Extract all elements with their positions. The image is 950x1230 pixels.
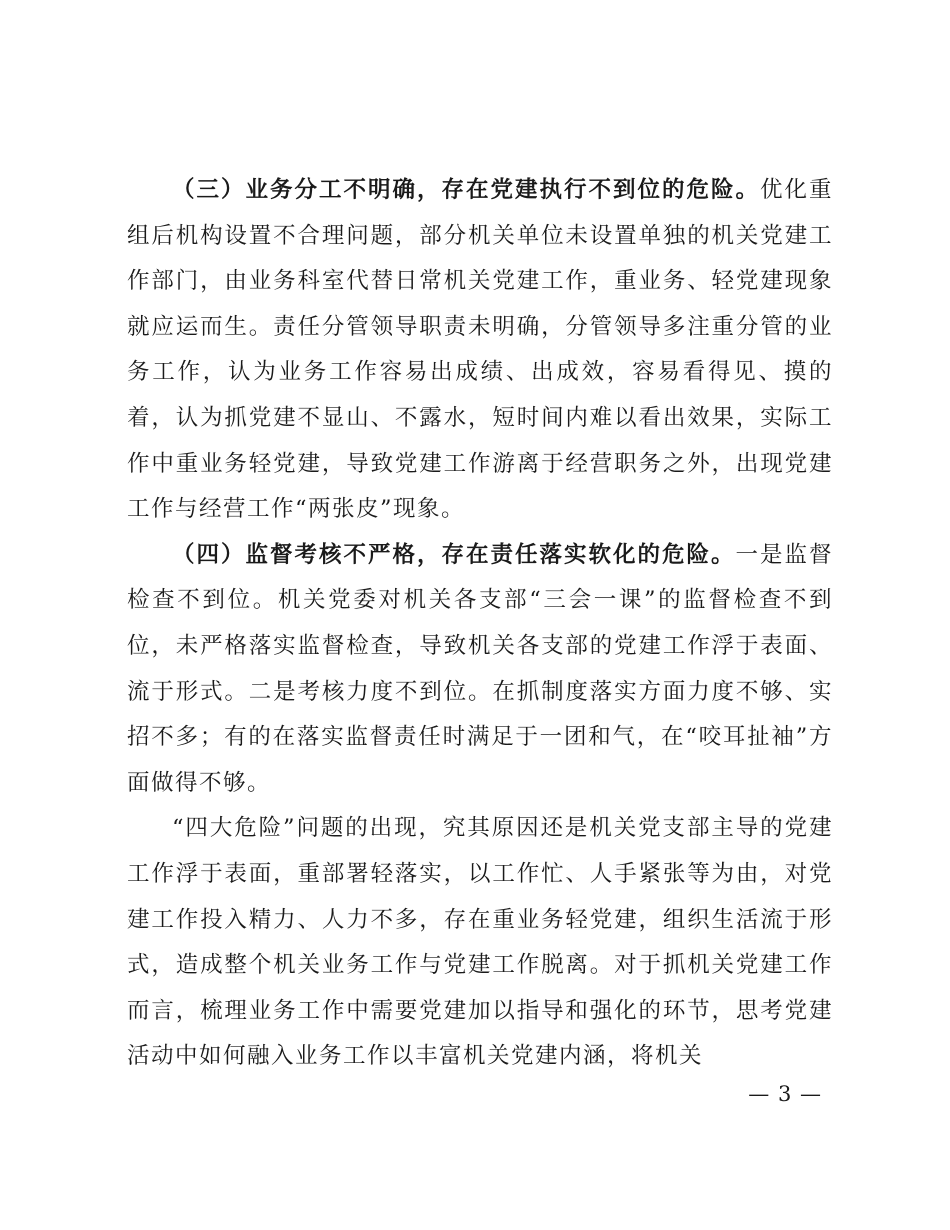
paragraph-text: 一是监督检查不到位。机关党委对机关各支部“三会一课”的监督检查不到位，未严格落实监督检查，导致机关各支部的党建工作浮于表面、流于形式。二是考核力度不到位。在抓制度落实方面力度不够、实招不多；有的在落实监督责任时满足于一团和气，在“咬耳扯袖”方面做得不够。 (127, 541, 833, 796)
paragraph-analysis (127, 806, 833, 1080)
page-number: — 3 — (748, 1082, 822, 1106)
paragraph-text: “四大危险”问题的出现，究其原因还是机关党支部主导的党建工作浮于表面，重部署轻落实，以工作忙、人手紧张等为由，对党建工作投入精力、人力不多，存在重业务轻党建，组织生活流于形式，造成整个机关业务工作与党建工作脱离。对于抓机关党建工作而言，梳理业务工作中需要党建加以指导和强化的环节，思考党建活动中如何融入业务工作以丰富机关党建内涵，将机关 (127, 815, 833, 1070)
document-body (127, 168, 833, 1080)
section-heading-three: （三）业务分工不明确，存在党建执行不到位的危险。 (172, 177, 760, 203)
section-heading-four: （四）监督考核不严格，存在责任落实软化的危险。 (172, 541, 736, 568)
paragraph-text: 优化重组后机构设置不合理问题，部分机关单位未设置单独的机关党建工作部门，由业务科室代替日常机关党建工作，重业务、轻党建现象就应运而生。责任分管领导职责未明确，分管领导多注重分管的业务工作，认为业务工作容易出成绩、出成效，容易看得见、摸的着，认为抓党建不显山、不露水，短时间内难以看出效果，实际工作中重业务轻党建，导致党建工作游离于经营职务之外，出现党建工作与经营工作“两张皮”现象。 (127, 177, 833, 523)
paragraph-section-four (127, 533, 833, 807)
paragraph-section-three (127, 168, 833, 533)
